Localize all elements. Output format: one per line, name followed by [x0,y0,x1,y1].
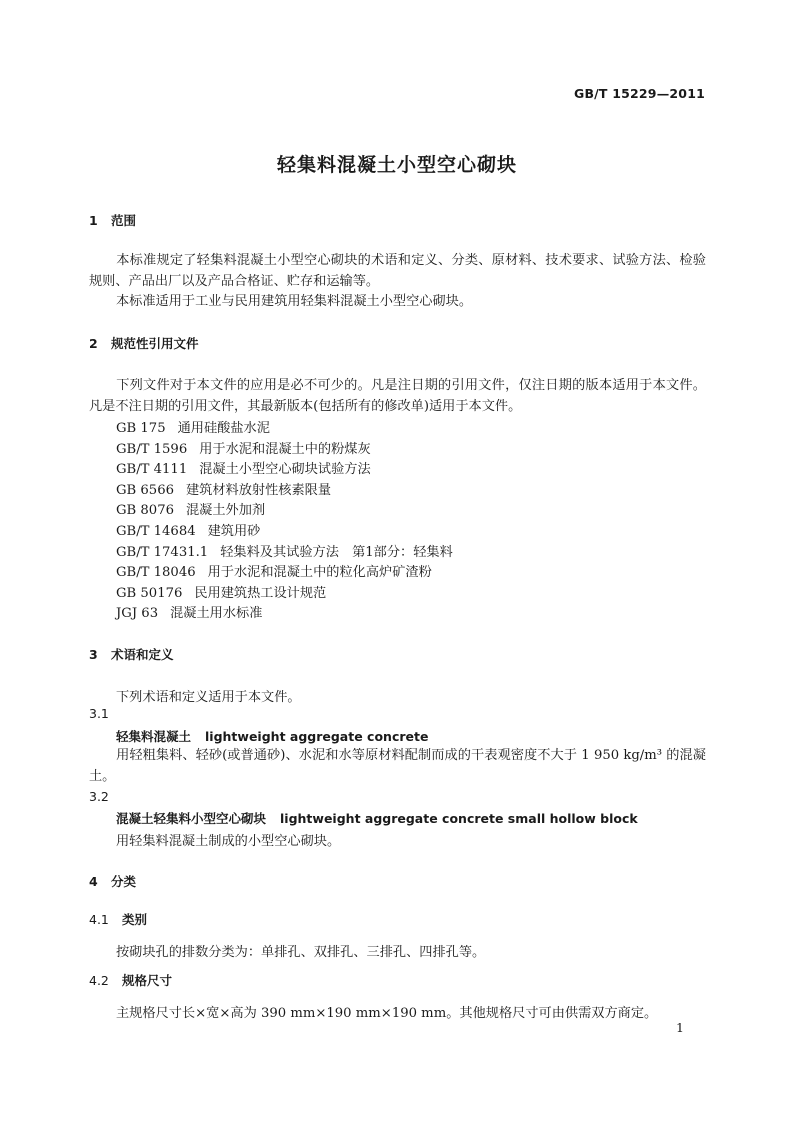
subsection-4-1-heading [89,910,147,928]
term-number: 3.1 [89,706,109,721]
reference-title: 轻集料及其试验方法 第1部分：轻集料 [220,545,453,560]
reference-title: 建筑用砂 [207,524,261,539]
reference-item [116,582,326,601]
section-title: 术语和定义 [111,647,174,662]
subsection-4-2-heading [89,971,172,989]
term-number: 3.2 [89,789,109,804]
reference-code: GB/T 14684 [116,524,196,539]
subsection-number: 4.2 [89,973,109,988]
term-chinese: 轻集料混凝土 [116,729,192,744]
reference-title: 混凝土小型空心砌块试验方法 [199,462,371,477]
scope-paragraph-1 [89,251,706,292]
reference-code: GB 6566 [116,483,174,498]
term-chinese: 混凝土轻集料小型空心砌块 [116,811,267,826]
reference-code: GB 8076 [116,503,174,518]
reference-code: GB/T 1596 [116,442,188,457]
section-number: 2 [89,336,98,351]
reference-code: GB 50176 [116,586,183,601]
reference-code: GB/T 4111 [116,462,188,477]
term-english: lightweight aggregate concrete [205,729,429,744]
paragraph-text: 下列文件对于本文件的应用是必不可少的。凡是注日期的引用文件，仅注日期的版本适用于本文件。凡是不注日期的引用文件，其最新版本(包括所有的修改单)适用于本文件。 [89,378,706,414]
reference-item [116,479,331,498]
reference-item [116,561,432,580]
term-english: lightweight aggregate concrete small hollow block [280,811,638,826]
reference-item [116,438,371,457]
terms-intro: 下列术语和定义适用于本文件。 [116,690,301,705]
reference-title: 混凝土用水标准 [170,606,263,621]
reference-item [116,602,262,621]
reference-item [116,541,453,560]
reference-item [116,499,265,518]
scope-paragraph-2 [89,292,706,313]
reference-code: GB/T 18046 [116,565,196,580]
section-number: 1 [89,213,98,228]
reference-title: 用于水泥和混凝土中的粒化高炉矿渣粉 [207,565,432,580]
reference-title: 通用硅酸盐水泥 [177,421,270,436]
term-3-1 [116,727,428,745]
reference-item [116,520,260,539]
paragraph-text: 本标准适用于工业与民用建筑用轻集料混凝土小型空心砌块。 [116,294,473,309]
subsection-title: 规格尺寸 [122,973,173,988]
section-1-heading [89,211,136,229]
classification-text: 按砌块孔的排数分类为：单排孔、双排孔、三排孔、四排孔等。 [116,945,486,960]
dimensions-text: 主规格尺寸长×宽×高为 390 mm×190 mm×190 mm。其他规格尺寸可由供需双方商定。 [116,1006,658,1021]
subsection-title: 类别 [122,912,148,927]
reference-title: 民用建筑热工设计规范 [194,586,327,601]
section-number: 3 [89,647,98,662]
reference-title: 混凝土外加剂 [185,503,266,518]
reference-code: GB 175 [116,421,166,436]
definition-text: 用轻粗集料、轻砂(或普通砂)、水泥和水等原材料配制而成的干表观密度不大于 1 950 kg/m³ 的混凝土。 [89,748,706,784]
reference-item [116,458,371,477]
subsection-number: 4.1 [89,912,109,927]
term-3-2-definition: 用轻集料混凝土制成的小型空心砌块。 [116,834,341,849]
term-3-1-definition [89,746,706,787]
section-title: 分类 [111,874,137,889]
reference-title: 用于水泥和混凝土中的粉煤灰 [199,442,371,457]
paragraph-text: 本标准规定了轻集料混凝土小型空心砌块的术语和定义、分类、原材料、技术要求、试验方法、检验规则、产品出厂以及产品合格证、贮存和运输等。 [89,253,706,289]
section-2-heading [89,334,199,352]
references-intro [89,376,706,417]
term-3-2 [116,809,638,827]
document-title: 轻集料混凝土小型空心砌块 [276,154,517,176]
reference-item [116,417,270,436]
section-3-heading [89,645,174,663]
section-number: 4 [89,874,98,889]
section-4-heading [89,872,136,890]
reference-code: JGJ 63 [116,606,159,621]
reference-code: GB/T 17431.1 [116,545,209,560]
section-title: 范围 [111,213,137,228]
page-number: 1 [676,1020,684,1035]
reference-title: 建筑材料放射性核素限量 [185,483,332,498]
section-title: 规范性引用文件 [111,336,199,351]
standard-code: GB/T 15229—2011 [573,86,705,101]
